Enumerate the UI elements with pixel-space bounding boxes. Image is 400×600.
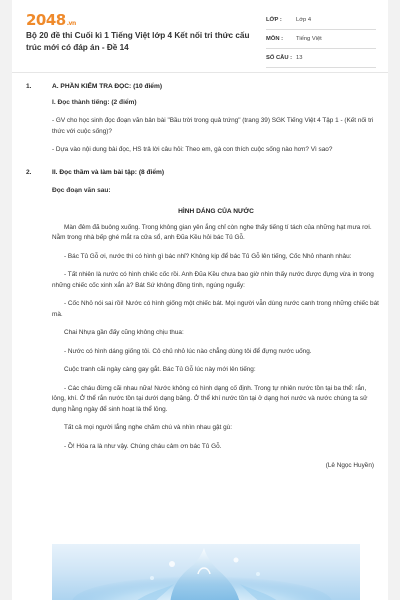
meta-value: Lớp 4	[296, 17, 312, 23]
section-title: II. Đọc thầm và làm bài tập: (8 điểm)	[52, 168, 165, 176]
meta-key: MÔN :	[266, 36, 284, 42]
story-paragraph: Tất cả mọi người lắng nghe chăm chú và nhìn nhau gật gù:	[64, 424, 232, 431]
meta-row-subject	[266, 30, 376, 49]
paragraph: - GV cho học sinh đọc đoạn văn bản bài "Bầu trời trong quả trứng" (trang 39) SGK Tiếng Việt 4 Tập 1 - (Kết nối tri thức với cuộc sống)?	[52, 117, 374, 135]
meta-row-class	[266, 11, 376, 30]
story-author: (Lê Ngọc Huyền)	[325, 462, 374, 469]
meta-table	[266, 11, 376, 68]
section-heading	[26, 82, 380, 92]
story-paragraph: Cuộc tranh cãi ngày càng gay gắt. Bác Tủ Gỗ lúc này mới lên tiếng:	[64, 366, 256, 373]
subsection-title: Đọc đoạn văn sau:	[52, 186, 111, 194]
header-divider	[12, 72, 388, 73]
story-paragraph: - Ồ! Hóa ra là như vậy. Chúng cháu cảm ơn bác Tủ Gỗ.	[64, 442, 222, 450]
story-paragraph: - Cốc Nhỏ nói sai rồi! Nước có hình giống một chiếc bát. Mọi người vẫn dùng nước canh trong những chiếc bát mà.	[52, 300, 379, 318]
water-splash-illustration	[52, 544, 360, 600]
subsection-title: I. Đọc thành tiếng: (2 điểm)	[52, 99, 137, 106]
meta-row-count	[266, 49, 376, 68]
section-number: 1.	[26, 83, 32, 90]
section-heading	[26, 168, 380, 178]
document-title: Bộ 20 đề thi Cuối kì 1 Tiếng Việt lớp 4 Kết nối tri thức cấu trúc mới có đáp án - Đề 14	[26, 31, 250, 52]
meta-value: 13	[296, 55, 303, 61]
story-title: HÌNH DÁNG CỦA NƯỚC	[178, 207, 254, 215]
story-paragraph: - Tất nhiên là nước có hình chiếc cốc rồi. Anh Đũa Kều chưa bao giờ nhìn thấy nước được đựng vừa in trong những chiếc cốc xinh xắn à? Bát Sứ không đồng tình, ngúng nguẩy:	[52, 271, 374, 289]
story-paragraph: - Nước có hình dáng giống tôi. Cô chủ nhỏ lúc nào chẳng dùng tôi để đựng nước uống.	[64, 347, 312, 355]
site-logo[interactable]	[26, 13, 76, 31]
water-splash-image	[52, 544, 360, 600]
story-paragraph: Chai Nhựa gần đấy cũng không chịu thua:	[64, 329, 184, 336]
section-title: A. PHẦN KIỂM TRA ĐỌC: (10 điểm)	[52, 83, 163, 90]
meta-key: LỚP :	[266, 17, 282, 23]
logo-text: 2048	[26, 11, 66, 29]
story-paragraph: - Các cháu đừng cãi nhau nữa! Nước không có hình dạng cố định. Trong tự nhiên nước tồn tại ba thể: rắn, lỏng, khí. Ở thể rắn nước tồn tại dưới dạng băng. Ở thể khí nước tồn tại ở dạng hơi nước và nước chúng ta sử dụng hằng ngày để sinh hoạt là thể lỏng.	[52, 384, 368, 413]
meta-value: Tiếng Việt	[296, 36, 322, 42]
paragraph: - Dựa vào nội dung bài đọc, HS trả lời câu hỏi: Theo em, gà con thích cuộc sống nào hơn? Vì sao?	[52, 146, 333, 153]
logo-suffix: .vn	[66, 20, 76, 27]
document-content	[26, 76, 380, 469]
story-paragraph: Màn đêm đã buông xuống. Trong không gian yên ắng chỉ còn nghe thấy tiếng tí tách của những hạt mưa rơi. Nằm trong nhà bếp ghé mắt ra cửa sổ, anh Đũa Kều hỏi bác Tủ Gỗ.	[52, 223, 372, 241]
section-number: 2.	[26, 168, 32, 176]
story-paragraph: - Bác Tủ Gỗ ơi, nước thì có hình gì bác nhỉ? Không kịp để bác Tủ Gỗ lên tiếng, Cốc Nhỏ nhanh nhảu:	[64, 252, 352, 260]
document-header	[12, 0, 388, 70]
meta-key: SỐ CÂU :	[266, 55, 293, 61]
document-page	[12, 0, 388, 600]
